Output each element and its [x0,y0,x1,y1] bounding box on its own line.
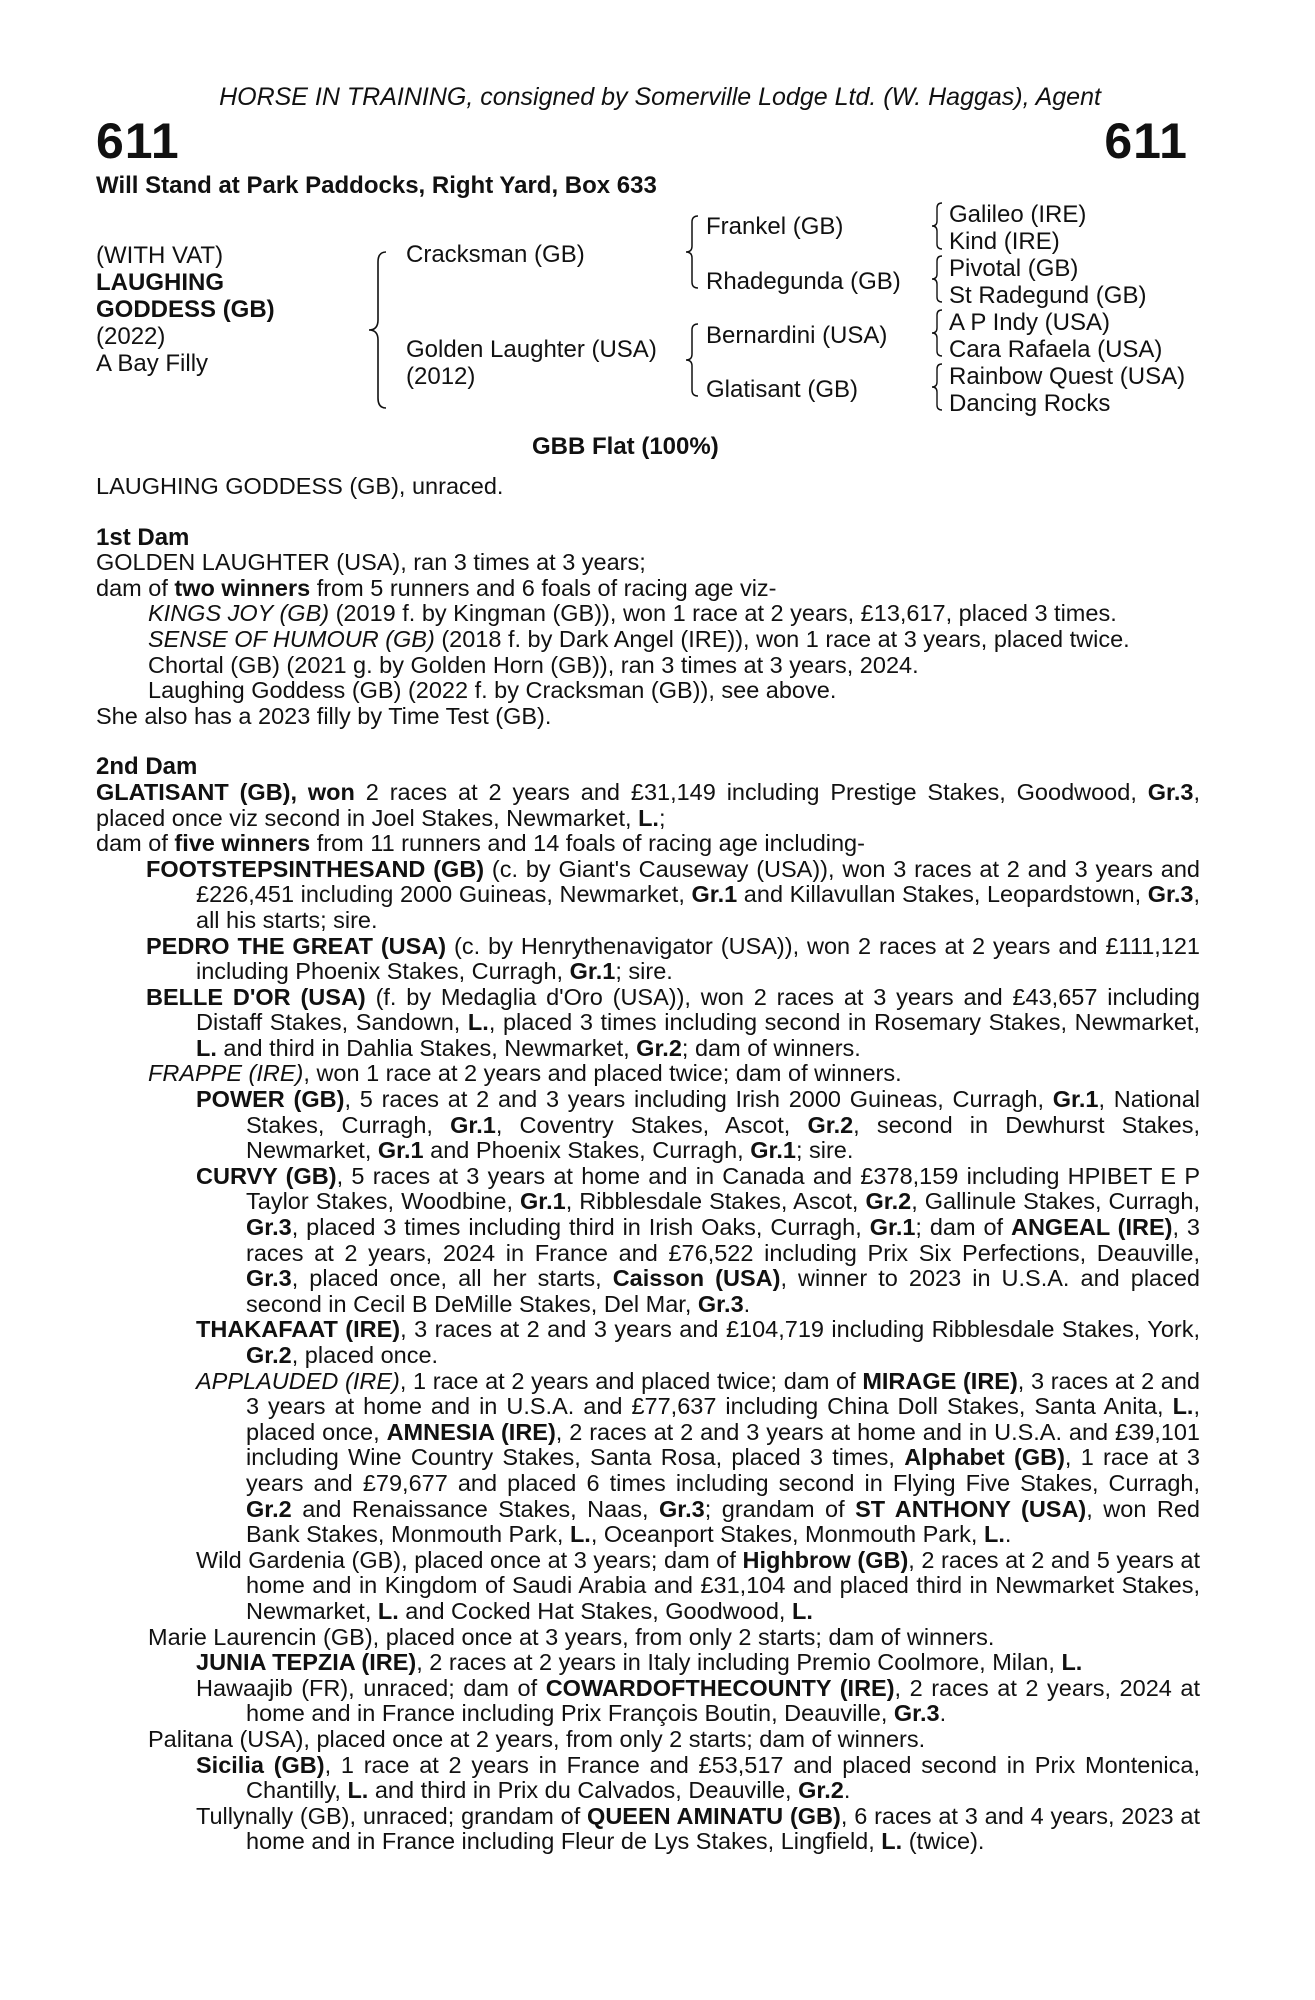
grade-label: L. [983,1521,1005,1548]
produce-wild-gardenia [96,1548,1200,1625]
grade-label: Gr.3 [893,1700,940,1727]
text-span: . [843,1777,851,1804]
produce-sicilia [96,1753,1200,1804]
horse-name: Alphabet (GB) [904,1444,1065,1471]
horse-name: Highbrow (GB) [742,1546,909,1573]
grade-label: Gr.3 [1147,778,1194,805]
horse-name: SENSE OF HUMOUR (GB) [148,625,435,652]
text-span: , 1 race at 2 years and placed twice; dam of [399,1367,863,1394]
produce-frappe [96,1061,1200,1087]
pedigree-brace-dam [684,322,700,398]
stand-location: Will Stand at Park Paddocks, Right Yard, Box 633 [96,172,657,199]
horse-name: GLATISANT (GB) [96,778,291,805]
grade-label: Gr.1 [520,1188,566,1215]
text-span: , winner to 2023 in U.S.A. and placed second in Cecil B DeMille Stakes, Del Mar, [246,1265,1200,1317]
first-dam-heading: 1st Dam [96,523,190,551]
text-span: , 2 races at 2 years in Italy including Premio Coolmore, Milan, [416,1649,1062,1676]
horse-name: CURVY (GB) [196,1162,337,1189]
pedigree-brace-g3 [930,308,944,358]
text-span: ; dam of winners. [681,1034,861,1061]
grade-label: L. [377,1597,399,1624]
text-span: , Gallinule Stakes, Curragh, [911,1188,1200,1215]
text-span: , 3 races at 2 years, 2024 in France and £76,522 including Prix Six Perfections, Deauville, [246,1214,1200,1266]
text-span: from 11 runners and 14 foals of racing age including- [310,830,865,857]
text-span: 2 races at 2 years and £31,149 including Prestige Stakes, Goodwood, [354,778,1148,805]
grade-label: Gr.1 [869,1214,916,1241]
text-span: , 6 races at 3 and 4 years, 2023 at home and in France including Fleur de Lys Stakes, Lingfield, [246,1802,1200,1855]
text-span: (f. by Medaglia d'Oro (USA)), won 2 races at 3 years and £43,657 including Distaff Stakes, Sandown, [196,983,1200,1036]
horse-name: JUNIA TEPZIA (IRE) [196,1649,417,1676]
lot-number-left: 611 [96,113,180,169]
grade-label: Gr.1 [1052,1086,1099,1113]
grade-label: L. [569,1521,591,1548]
horse-name-line1: LAUGHING [96,269,224,296]
produce-footstepsinthesand [96,857,1200,934]
winner-count: five winners [174,830,311,857]
pedigree-sire-sire: Frankel (GB) [706,213,844,240]
grade-label: L. [638,804,659,831]
horse-year: (2022) [96,323,166,350]
text-span: ; dam of [915,1214,1011,1241]
horse-name: Caisson (USA) [612,1265,781,1292]
pedigree-g2: Kind (IRE) [949,228,1060,255]
produce-applauded [96,1369,1200,1548]
second-dam-intro [96,780,1200,831]
text-span: (2019 f. by Kingman (GB)), won 1 race at 2 years, £13,617, placed 3 times. [329,600,1117,627]
pedigree-brace-g2 [930,254,944,304]
text-span: . [743,1290,751,1317]
grade-label: Gr.2 [246,1495,292,1522]
text-span: ; [658,804,666,831]
text-span: , 2 races at 2 and 5 years at home and in Kingdom of Saudi Arabia and £31,104 and placed third in Newmarket Stakes, Newmarket, [246,1546,1200,1624]
grade-label: Gr.3 [246,1265,292,1292]
text-span: , 2 races at 2 and 3 years at home and in U.S.A. and £39,101 including Wine Country Stakes, Santa Rosa, placed 3 times, [246,1418,1200,1471]
gbb-flat: GBB Flat (100%) [532,433,719,460]
grade-label: L. [347,1777,369,1804]
horse-name-line2: GODDESS (GB) [96,296,275,323]
text-span: ; grandam of [704,1495,856,1522]
text-span: dam of [96,574,175,601]
produce-thakafaat [96,1317,1200,1368]
pedigree-g5: A P Indy (USA) [949,309,1110,336]
text-span: , Ribblesdale Stakes, Ascot, [565,1188,866,1215]
produce-kings-joy [96,601,1200,627]
text-span: , won 1 race at 2 years and placed twice; dam of winners. [303,1060,902,1087]
pedigree-g4: St Radegund (GB) [949,282,1147,309]
pedigree-brace-main [366,250,388,410]
horse-name: QUEEN AMINATU (GB) [587,1802,841,1829]
second-dam-produce-summary [96,831,1200,857]
text-span: (twice). [902,1828,985,1855]
text-span: Tullynally (GB), unraced; grandam of [196,1802,588,1829]
grade-label: Gr.1 [691,881,738,908]
horse-name: ST ANTHONY (USA) [855,1495,1087,1522]
text-span: ; sire. [795,1137,854,1164]
text-span: and Cocked Hat Stakes, Goodwood, [398,1597,792,1624]
text-span: (c. by Giant's Causeway (USA)), won 3 races at 2 and 3 years and £226,451 including 2000 Guineas, Newmarket, [196,855,1201,908]
horse-name: KINGS JOY (GB) [148,600,330,627]
horse-name: FRAPPE (IRE) [148,1060,304,1087]
horse-vat: (WITH VAT) [96,242,224,269]
horse-name: BELLE D'OR (USA) [146,983,366,1010]
produce-curvy [96,1164,1200,1318]
horse-name: PEDRO THE GREAT (USA) [146,932,447,959]
grade-label: Gr.2 [865,1188,912,1215]
pedigree-brace-g4 [930,362,944,412]
produce-chortal: Chortal (GB) (2021 g. by Golden Horn (GB)), ran 3 times at 3 years, 2024. [148,651,919,678]
text-span: and Renaissance Stakes, Naas, [291,1495,660,1522]
horse-description: A Bay Filly [96,350,209,377]
text-span: , second in Dewhurst Stakes, Newmarket, [246,1111,1201,1164]
pedigree-g6: Cara Rafaela (USA) [949,336,1163,363]
text-span: , 5 races at 2 and 3 years including Irish 2000 Guineas, Curragh, [344,1086,1053,1113]
catalogue-header: HORSE IN TRAINING, consigned by Somerville Lodge Ltd. (W. Haggas), Agent [219,83,1101,111]
text-span: from 5 runners and 6 foals of racing age viz- [310,574,777,601]
pedigree-g1: Galileo (IRE) [949,201,1087,228]
grade-label: L. [1172,1393,1194,1420]
grade-label: Gr.3 [1147,881,1194,908]
first-dam-intro: GOLDEN LAUGHTER (USA), ran 3 times at 3 years; [96,549,646,576]
text-span: , 3 races at 2 and 3 years and £104,719 including Ribblesdale Stakes, York, [400,1316,1200,1343]
text-span: . [1004,1521,1012,1548]
produce-hawaajib [96,1676,1200,1727]
grade-label: Gr.2 [807,1111,854,1138]
pedigree-g8: Dancing Rocks [949,390,1111,417]
horse-name: COWARDOFTHECOUNTY (IRE) [545,1674,895,1701]
horse-name: APPLAUDED (IRE) [196,1367,400,1394]
grade-label: Gr.1 [450,1111,496,1138]
grade-label: Gr.1 [750,1137,796,1164]
text-span: Wild Gardenia (GB), placed once at 3 years; dam of [196,1546,743,1573]
pedigree-brace-g1 [930,201,944,251]
text-span: , placed once, all her starts, [291,1265,613,1292]
produce-junia-tepzia [96,1650,1200,1676]
grade-label: L. [467,1009,489,1036]
horse-name: FOOTSTEPSINTHESAND (GB) [146,855,485,882]
pedigree-brace-sire [684,214,700,290]
produce-marie-laurencin: Marie Laurencin (GB), placed once at 3 years, from only 2 starts; dam of winners. [148,1623,995,1650]
text-span: , placed 3 times including second in Rosemary Stakes, Newmarket, [488,1009,1200,1036]
text-span: , 1 race at 2 years in France and £53,517 and placed second in Prix Montenica, Chantilly, [246,1751,1200,1804]
text-span: , 2 races at 2 years, 2024 at home and in France including Prix François Boutin, Deauville, [246,1674,1200,1727]
text-span: , National Stakes, Curragh, [246,1086,1200,1138]
text-span: , 1 race at 3 years and £79,677 and placed 6 times including second in Flying Five Stakes, Curragh, [246,1444,1200,1496]
horse-name: MIRAGE (IRE) [862,1367,1018,1394]
text-span: , 3 races at 2 and 3 years at home and in U.S.A. and £77,637 including China Doll Stakes, Santa Anita, [246,1367,1200,1420]
catalogue-body [96,474,1200,1855]
pedigree-sire: Cracksman (GB) [406,241,585,268]
produce-pedro-the-great [96,934,1200,985]
grade-label: Gr.1 [569,958,616,985]
grade-label: L. [791,1597,813,1624]
text-span: , placed 3 times including third in Irish Oaks, Curragh, [291,1214,870,1241]
grade-label: Gr.1 [377,1137,424,1164]
second-dam-heading: 2nd Dam [96,753,198,781]
pedigree-dam-sire: Bernardini (USA) [706,322,888,349]
text-span: and third in Dahlia Stakes, Newmarket, [216,1034,637,1061]
winner-count: two winners [174,574,311,601]
text-span: (c. by Henrythenavigator (USA)), won 2 races at 2 years and £111,121 including Phoenix Stakes, Curragh, [196,932,1201,985]
text-span: dam of [96,830,175,857]
pedigree-dam: Golden Laughter (USA) [406,336,657,363]
horse-name: AMNESIA (IRE) [386,1418,556,1445]
text-span: ; sire. [615,958,673,985]
text-span: , won [290,778,355,805]
grade-label: L. [196,1034,217,1061]
grade-label: Gr.2 [798,1777,844,1804]
unraced-line: LAUGHING GODDESS (GB), unraced. [96,473,504,499]
produce-power [96,1087,1200,1164]
text-span: , placed once, [246,1393,1200,1445]
produce-palitana: Palitana (USA), placed once at 2 years, from only 2 starts; dam of winners. [148,1725,926,1752]
text-span: , all his starts; sire. [196,881,1200,933]
pedigree-g7: Rainbow Quest (USA) [949,363,1186,390]
horse-name: ANGEAL (IRE) [1010,1214,1173,1241]
produce-sense-of-humour [96,627,1200,653]
pedigree-sire-dam: Rhadegunda (GB) [706,268,901,295]
text-span: , 5 races at 3 years at home and in Canada and £378,159 including HPIBET E P Taylor Stakes, Woodbine, [246,1162,1200,1215]
grade-label: Gr.3 [246,1214,292,1241]
text-span: , placed once viz second in Joel Stakes, Newmarket, [96,778,1200,831]
produce-tullynally [96,1804,1200,1855]
pedigree-dam-dam: Glatisant (GB) [706,376,859,403]
horse-name: POWER (GB) [196,1086,345,1113]
produce-laughing-goddess: Laughing Goddess (GB) (2022 f. by Cracksman (GB)), see above. [148,677,837,704]
horse-name: THAKAFAAT (IRE) [196,1316,401,1343]
text-span: , Coventry Stakes, Ascot, [495,1111,808,1138]
produce-belle-dor [96,985,1200,1062]
text-span: and third in Prix du Calvados, Deauville, [368,1777,799,1804]
grade-label: Gr.3 [697,1290,744,1317]
text-span: (2018 f. by Dark Angel (IRE)), won 1 race at 3 years, placed twice. [434,625,1130,652]
text-span: Hawaajib (FR), unraced; dam of [196,1674,546,1701]
lot-number-right: 611 [1104,113,1188,169]
first-dam-produce-summary [96,576,1200,602]
text-span: and Phoenix Stakes, Curragh, [423,1137,751,1164]
pedigree-dam-year: (2012) [406,363,476,390]
text-span: . [939,1700,947,1727]
first-dam-also: She also has a 2023 filly by Time Test (GB). [96,702,552,729]
grade-label: L. [881,1828,903,1855]
horse-name: Sicilia (GB) [196,1751,325,1778]
grade-label: Gr.2 [246,1342,292,1368]
grade-label: L. [1061,1649,1083,1676]
pedigree-g3: Pivotal (GB) [949,255,1079,282]
text-span: , placed once. [291,1342,439,1368]
text-span: , Oceanport Stakes, Monmouth Park, [590,1521,984,1548]
grade-label: Gr.2 [636,1034,682,1061]
text-span: and Killavullan Stakes, Leopardstown, [737,881,1148,908]
text-span: , won Red Bank Stakes, Monmouth Park, [246,1495,1200,1548]
grade-label: Gr.3 [659,1495,705,1522]
